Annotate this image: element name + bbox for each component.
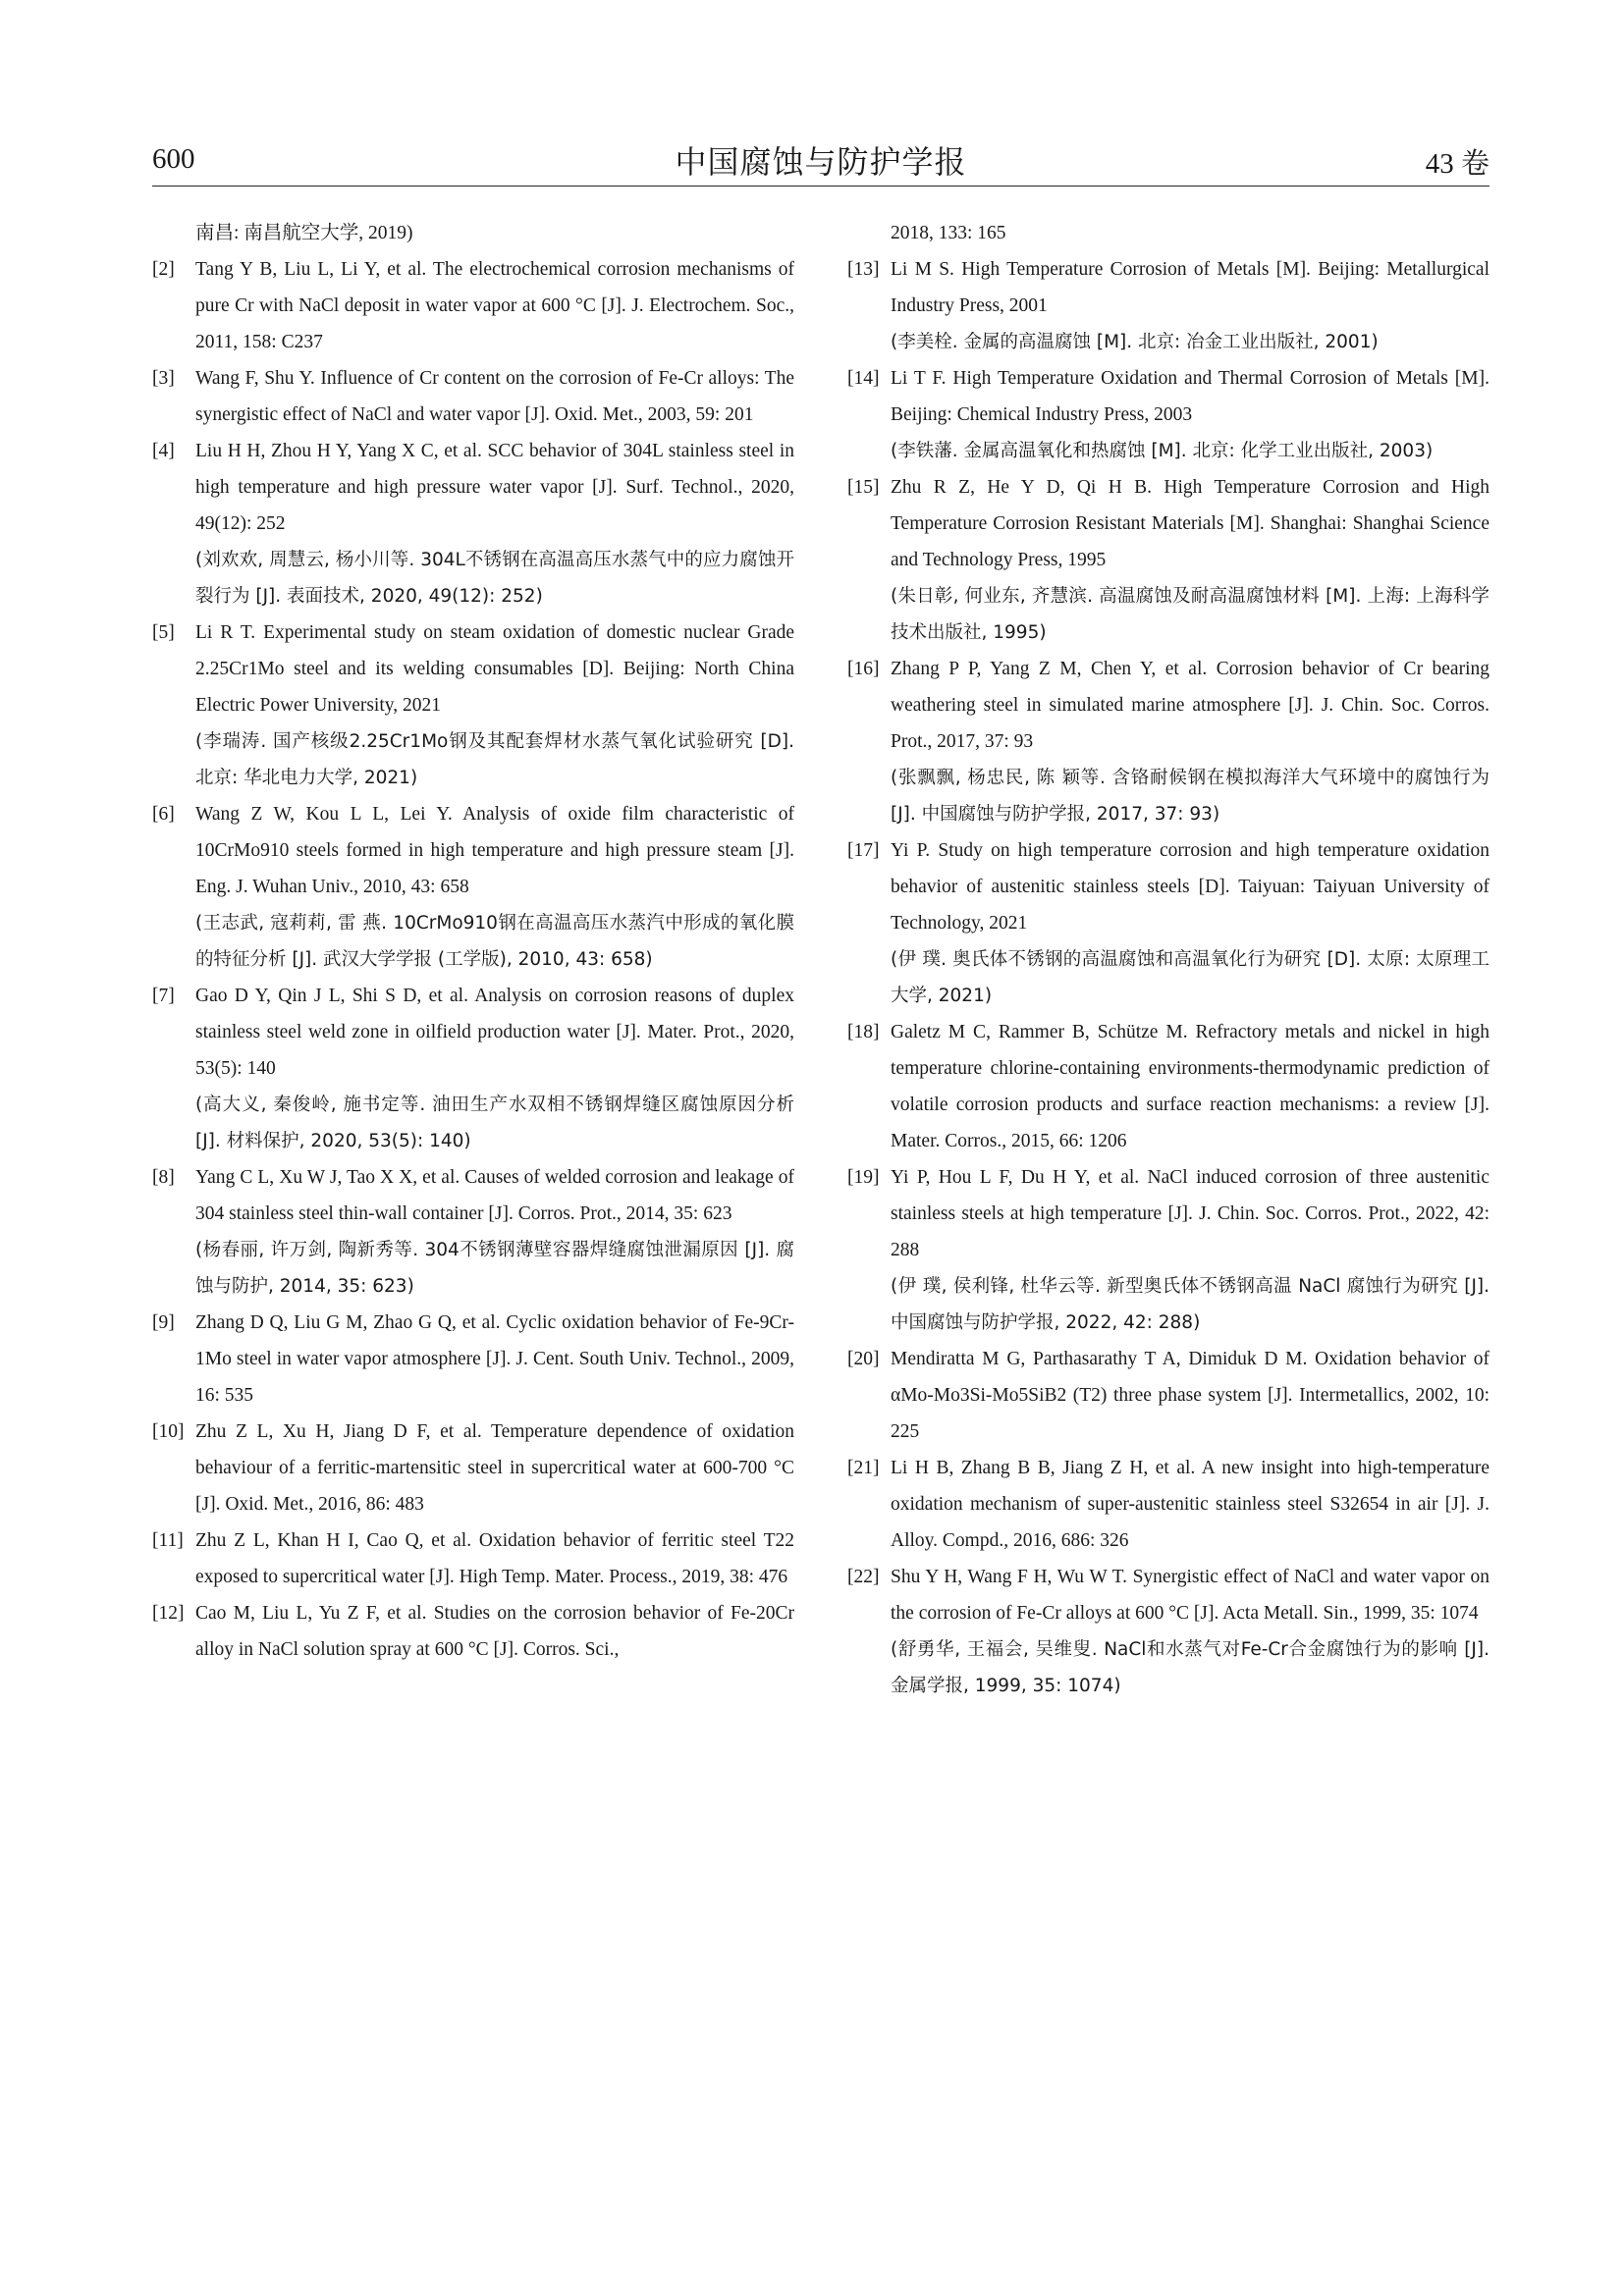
reference-text-chinese: (王志武, 寇莉莉, 雷 燕. 10CrMo910钢在高温高压水蒸汽中形成的氧化膜的特征分析 [J]. 武汉大学学报 (工学版), 2010, 43: 658): [195, 913, 794, 970]
reference-text-chinese: (张飘飘, 杨忠民, 陈 颖等. 含铬耐候钢在模拟海洋大气环境中的腐蚀行为 [J]. 中国腐蚀与防护学报, 2017, 37: 93): [891, 768, 1489, 825]
reference-text: Liu H H, Zhou H Y, Yang X C, et al. SCC behavior of 304L stainless steel in high temperature and high pressure water vapor [J]. Surf. Technol., 2020, 49(12): 252: [195, 441, 794, 534]
running-header: [152, 135, 1489, 187]
journal-title: 中国腐蚀与防护学报: [675, 143, 967, 181]
reference-entry: [847, 1014, 1489, 1159]
reference-text-chinese: (李美栓. 金属的高温腐蚀 [M]. 北京: 冶金工业出版社, 2001): [891, 332, 1379, 352]
reference-text-chinese: (伊 璞, 侯利锋, 杜华云等. 新型奥氏体不锈钢高温 NaCl 腐蚀行为研究 [J]. 中国腐蚀与防护学报, 2022, 42: 288): [891, 1276, 1489, 1333]
reference-entry: [847, 1159, 1489, 1341]
reference-entry: [152, 1305, 794, 1414]
reference-text-chinese: (舒勇华, 王福会, 吴维叟. NaCl和水蒸气对Fe-Cr合金腐蚀行为的影响 [J]. 金属学报, 1999, 35: 1074): [891, 1639, 1489, 1696]
reference-entry: [152, 360, 794, 433]
reference-number: [12]: [152, 1603, 185, 1624]
reference-number: [8]: [152, 1167, 175, 1188]
reference-entry: [847, 1450, 1489, 1559]
reference-text: Yi P. Study on high temperature corrosion and high temperature oxidation behavior of austenitic stainless steels [D]. Taiyuan: Taiyuan University of Technology, 2021: [891, 840, 1489, 934]
reference-number: [18]: [847, 1022, 880, 1042]
reference-number: [3]: [152, 368, 175, 389]
reference-entry: [152, 215, 794, 251]
reference-number: [10]: [152, 1421, 185, 1442]
reference-text: Galetz M C, Rammer B, Schütze M. Refractory metals and nickel in high temperature chlorine-containing environments-thermodynamic prediction of volatile corrosion products and surface reaction mechanisms: a review [J]. Mater. Corros., 2015, 66: 1206: [891, 1022, 1489, 1151]
reference-number: [21]: [847, 1458, 880, 1478]
reference-entry: [152, 614, 794, 796]
reference-text: Zhu Z L, Xu H, Jiang D F, et al. Temperature dependence of oxidation behaviour of a ferritic-martensitic steel in supercritical water at 600-700 °C [J]. Oxid. Met., 2016, 86: 483: [195, 1421, 794, 1515]
reference-column-left: [152, 215, 794, 1668]
reference-number: [5]: [152, 622, 175, 643]
reference-text: Zhang P P, Yang Z M, Chen Y, et al. Corrosion behavior of Cr bearing weathering steel in simulated marine atmosphere [J]. J. Chin. Soc. Corros. Prot., 2017, 37: 93: [891, 659, 1489, 752]
reference-entry: [847, 360, 1489, 469]
reference-text: Yi P, Hou L F, Du H Y, et al. NaCl induced corrosion of three austenitic stainless steels at high temperature [J]. J. Chin. Soc. Corros. Prot., 2022, 42: 288: [891, 1167, 1489, 1260]
reference-number: [22]: [847, 1567, 880, 1587]
reference-entry: [152, 1414, 794, 1522]
reference-number: [14]: [847, 368, 880, 389]
reference-text: Li H B, Zhang B B, Jiang Z H, et al. A new insight into high-temperature oxidation mechanism of super-austenitic stainless steel S32654 in air [J]. J. Alloy. Compd., 2016, 686: 326: [891, 1458, 1489, 1551]
reference-text: Wang F, Shu Y. Influence of Cr content on the corrosion of Fe-Cr alloys: The synergistic effect of NaCl and water vapor [J]. Oxid. Met., 2003, 59: 201: [195, 368, 794, 425]
reference-text: Gao D Y, Qin J L, Shi S D, et al. Analysis on corrosion reasons of duplex stainless steel weld zone in oilfield production water [J]. Mater. Prot., 2020, 53(5): 140: [195, 986, 794, 1079]
reference-number: [20]: [847, 1349, 880, 1369]
reference-entry: [152, 251, 794, 360]
reference-text: Mendiratta M G, Parthasarathy T A, Dimiduk D M. Oxidation behavior of αMo-Mo3Si-Mo5SiB2 (T2) three phase system [J]. Intermetallics, 2002, 10: 225: [891, 1349, 1489, 1442]
volume-label: 43 卷: [1425, 148, 1489, 180]
header-rule: [152, 186, 1489, 187]
reference-text: Cao M, Liu L, Yu Z F, et al. Studies on the corrosion behavior of Fe-20Cr alloy in NaCl solution spray at 600 °C [J]. Corros. Sci.,: [195, 1603, 794, 1660]
reference-entry: [847, 832, 1489, 1014]
reference-text-chinese: (高大义, 秦俊岭, 施书定等. 油田生产水双相不锈钢焊缝区腐蚀原因分析 [J]. 材料保护, 2020, 53(5): 140): [195, 1095, 794, 1151]
reference-number: [13]: [847, 259, 880, 280]
reference-entry: [847, 1559, 1489, 1704]
reference-number: [17]: [847, 840, 880, 861]
reference-entry: [152, 1595, 794, 1668]
reference-text-chinese: (李瑞涛. 国产核级2.25Cr1Mo钢及其配套焊材水蒸气氧化试验研究 [D]. 北京: 华北电力大学, 2021): [195, 731, 794, 788]
reference-text: Yang C L, Xu W J, Tao X X, et al. Causes of welded corrosion and leakage of 304 stainless steel thin-wall container [J]. Corros. Prot., 2014, 35: 623: [195, 1167, 794, 1224]
reference-text: Wang Z W, Kou L L, Lei Y. Analysis of oxide film characteristic of 10CrMo910 steels formed in high temperature and high pressure steam [J]. Eng. J. Wuhan Univ., 2010, 43: 658: [195, 804, 794, 897]
reference-number: [7]: [152, 986, 175, 1006]
reference-entry: [847, 251, 1489, 360]
page-number: 600: [152, 143, 195, 175]
reference-text-chinese: (刘欢欢, 周慧云, 杨小川等. 304L不锈钢在高温高压水蒸气中的应力腐蚀开裂行为 [J]. 表面技术, 2020, 49(12): 252): [195, 550, 794, 607]
reference-number: [19]: [847, 1167, 880, 1188]
reference-number: [16]: [847, 659, 880, 679]
reference-text: Li M S. High Temperature Corrosion of Metals [M]. Beijing: Metallurgical Industry Press, 2001: [891, 259, 1489, 316]
reference-text: Li T F. High Temperature Oxidation and Thermal Corrosion of Metals [M]. Beijing: Chemical Industry Press, 2003: [891, 368, 1489, 425]
reference-text: Shu Y H, Wang F H, Wu W T. Synergistic effect of NaCl and water vapor on the corrosion of Fe-Cr alloys at 600 °C [J]. Acta Metall. Sin., 1999, 35: 1074: [891, 1567, 1489, 1624]
reference-text: Zhu Z L, Khan H I, Cao Q, et al. Oxidation behavior of ferritic steel T22 exposed to supercritical water [J]. High Temp. Mater. Process., 2019, 38: 476: [195, 1530, 794, 1587]
reference-text-chinese: (朱日彰, 何业东, 齐慧滨. 高温腐蚀及耐高温腐蚀材料 [M]. 上海: 上海科学技术出版社, 1995): [891, 586, 1489, 643]
reference-column-right: [847, 215, 1489, 1704]
reference-entry: [847, 215, 1489, 251]
reference-number: [4]: [152, 441, 175, 461]
reference-entry: [847, 469, 1489, 651]
reference-entry: [847, 651, 1489, 832]
reference-entry: [152, 1522, 794, 1595]
reference-entry: [152, 796, 794, 978]
reference-text-chinese: (杨春丽, 许万剑, 陶新秀等. 304不锈钢薄壁容器焊缝腐蚀泄漏原因 [J]. 腐蚀与防护, 2014, 35: 623): [195, 1240, 794, 1297]
reference-entry: [152, 1159, 794, 1305]
reference-entry: [152, 433, 794, 614]
reference-entry: [152, 978, 794, 1159]
reference-number: [2]: [152, 259, 175, 280]
reference-number: [15]: [847, 477, 880, 498]
reference-text-chinese: (伊 璞. 奥氏体不锈钢的高温腐蚀和高温氧化行为研究 [D]. 太原: 太原理工大学, 2021): [891, 949, 1489, 1006]
reference-text: Zhang D Q, Liu G M, Zhao G Q, et al. Cyclic oxidation behavior of Fe-9Cr-1Mo steel in water vapor atmosphere [J]. J. Cent. South Univ. Technol., 2009, 16: 535: [195, 1312, 794, 1406]
reference-text: Li R T. Experimental study on steam oxidation of domestic nuclear Grade 2.25Cr1Mo steel and its welding consumables [D]. Beijing: North China Electric Power University, 2021: [195, 622, 794, 716]
reference-text: 南昌: 南昌航空大学, 2019): [195, 223, 413, 243]
reference-number: [9]: [152, 1312, 175, 1333]
reference-text: Zhu R Z, He Y D, Qi H B. High Temperature Corrosion and High Temperature Corrosion Resistant Materials [M]. Shanghai: Shanghai Science and Technology Press, 1995: [891, 477, 1489, 570]
reference-text: Tang Y B, Liu L, Li Y, et al. The electrochemical corrosion mechanisms of pure Cr with NaCl deposit in water vapor at 600 °C [J]. J. Electrochem. Soc., 2011, 158: C237: [195, 259, 794, 352]
reference-text: 2018, 133: 165: [891, 223, 1006, 243]
reference-number: [11]: [152, 1530, 184, 1551]
reference-number: [6]: [152, 804, 175, 825]
reference-entry: [847, 1341, 1489, 1450]
reference-text-chinese: (李铁藩. 金属高温氧化和热腐蚀 [M]. 北京: 化学工业出版社, 2003): [891, 441, 1434, 461]
